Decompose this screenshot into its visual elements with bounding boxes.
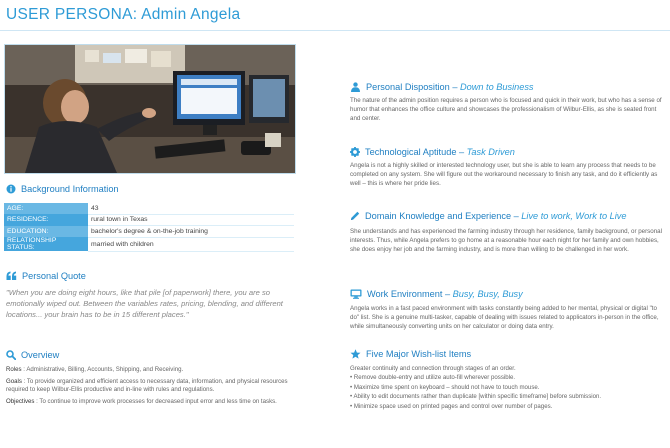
background-heading [6, 184, 119, 194]
list-item: • Ability to edit documents rather than duplicate [within specific timeframe] before submission. [350, 393, 602, 401]
quote-icon [6, 271, 17, 281]
tech-heading [350, 147, 515, 157]
age-label: AGE: [4, 203, 88, 214]
table-row [4, 226, 294, 238]
education-label: EDUCATION: [4, 226, 88, 238]
disposition-heading-text [366, 82, 534, 92]
education-value: bachelor's degree & on-the-job training [88, 226, 294, 238]
environment-heading-text [367, 289, 523, 299]
page-title: USER PERSONA: Admin Angela [6, 6, 241, 23]
age-value: 43 [88, 203, 294, 214]
background-table [4, 203, 294, 252]
list-item: • Maximize time spent on keyboard – should not have to touch mouse. [350, 383, 540, 391]
domain-heading-text [365, 211, 626, 221]
overview-objectives [6, 398, 298, 407]
gear-icon [350, 147, 360, 157]
environment-separator: – [442, 289, 453, 299]
disposition-text: The nature of the admin position requires a person who is focused and quick in their work, but who has a sense of humor that enhances the office culture and showcases the professionalism of Wilbur-Ellis, as she is seated front and center. [350, 97, 662, 122]
roles-text: : Administrative, Billing, Accounts, Shipping, and Receiving. [21, 366, 184, 373]
overview-heading-text: Overview [21, 350, 60, 360]
quote-heading [6, 271, 86, 281]
list-item: • Remove double-entry and utilize auto-fill wherever possible. [350, 374, 516, 382]
persona-photo-illustration [5, 45, 295, 173]
person-icon [350, 82, 361, 92]
domain-heading [350, 211, 626, 221]
objectives-text: : To continue to improve work processes for decreased input error and less time on tasks. [34, 397, 277, 405]
disposition-heading [350, 82, 534, 92]
overview-body [6, 366, 298, 409]
disposition-title: Personal Disposition [366, 82, 450, 92]
environment-accent: Busy, Busy, Busy [452, 289, 523, 299]
tech-text: Angela is not a highly skilled or interested technology user, but she is able to learn any process that needs to be completed on any system. She will figure out the workaround necessary to finish any task, and do it efficiently as well – this is where her pride lies. [350, 162, 658, 187]
table-row [4, 237, 294, 251]
objectives-label: Objectives [6, 397, 35, 405]
pencil-icon [350, 211, 360, 221]
monitor-icon [350, 289, 362, 299]
environment-title: Work Environment [367, 289, 443, 299]
overview-heading [6, 350, 59, 360]
residence-label: RESIDENCE: [4, 214, 88, 226]
star-icon [350, 349, 361, 359]
domain-text: She understands and has experienced the farming industry through her residence, family background, or personal interests. Thus, while Angela prefers to go home at a reasonable hour each night for her family and own hobbies, she does enjoy her job and the farming industry, and is more than willing to be challenged in her work. [350, 228, 662, 253]
background-heading-text: Background Information [21, 184, 119, 194]
table-row [4, 214, 294, 226]
roles-label: Roles [6, 366, 22, 373]
wishlist-heading-text: Five Major Wish-list Items [366, 349, 472, 359]
residence-value: rural town in Texas [88, 214, 294, 226]
list-item: Greater continuity and connection through stages of an order. [350, 365, 516, 372]
tech-separator: – [456, 147, 467, 157]
persona-quote: "When you are doing eight hours, like that pile [of paperwork] there, you are so emotionally wiped out. Between the variables rates, pricing, blending, and different locations... your brain has to be in 15 different places." [6, 288, 283, 319]
environment-text: Angela works in a fast paced environment with tasks constantly being added to her mental, physical or digital "to do" list. She is a genuine multi-tasker, capable of dealing with issues related to applicators in-person in the office, while simultaneously converting units on her calculator or doing data entry. [350, 305, 659, 330]
relationship-value: married with children [88, 237, 294, 251]
overview-goals [6, 378, 298, 395]
tech-accent: Task Driven [466, 147, 515, 157]
overview-roles [6, 366, 298, 375]
wishlist-body [350, 364, 664, 411]
domain-title: Domain Knowledge and Experience [365, 211, 512, 221]
wishlist-heading [350, 349, 471, 359]
domain-separator: – [511, 211, 522, 221]
persona-photo [4, 44, 296, 174]
title-divider [0, 30, 670, 31]
list-item: • Minimize space used on printed pages and control over number of pages. [350, 402, 553, 410]
tech-title: Technological Aptitude [365, 147, 457, 157]
goals-label: Goals [6, 377, 22, 385]
tech-heading-text [365, 147, 515, 157]
wishlist-list [350, 364, 664, 411]
info-icon [6, 184, 16, 194]
search-icon [6, 350, 16, 360]
domain-accent: Live to work, Work to Live [521, 211, 627, 221]
disposition-accent: Down to Business [459, 82, 534, 92]
relationship-label: RELATIONSHIP STATUS: [4, 237, 88, 251]
environment-heading [350, 289, 523, 299]
goals-text: : To provide organized and efficient access to necessary data, information, and physical resources required to keep Wilbur-Ellis productive and in-line with rules and regulations. [6, 377, 288, 394]
quote-heading-text: Personal Quote [22, 271, 86, 281]
table-row [4, 203, 294, 214]
disposition-separator: – [449, 82, 460, 92]
